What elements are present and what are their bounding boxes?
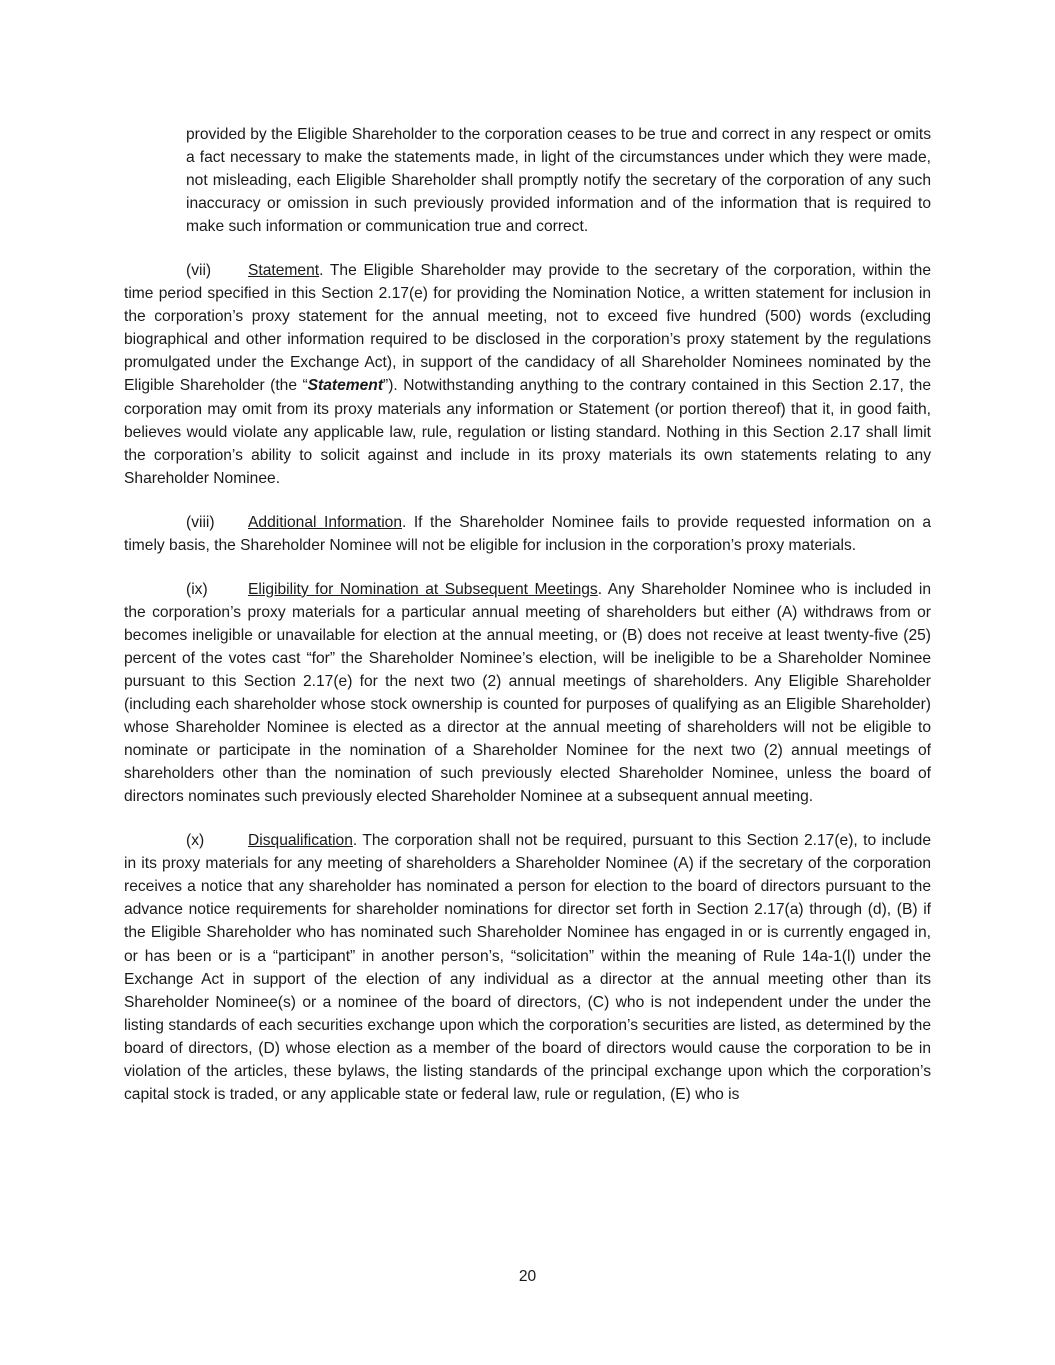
clause-number: (vii) — [186, 262, 212, 280]
clause-number: (viii) — [186, 513, 215, 531]
clause-text-continued: ”). Notwithstanding anything to the contrary contained in this Section 2.17, the corporation may omit from its proxy materials any information or Statement (or portion thereof) that it, in good faith, believes would violate any applicable law, rule, regulation or listing standard. Nothing in this Section 2.17 shall limit the corporation’s ability to solicit against and include in its proxy materials its own statements relating to any Shareholder Nominee. — [124, 377, 931, 487]
page-number: 20 — [518, 1268, 537, 1285]
clause-text: . Any Shareholder Nominee who is included in the corporation’s proxy materials for a particular annual meeting of shareholders but either (A) withdraws from or becomes ineligible or unavailable for election at the annual meeting, or (B) does not receive at least twenty-five (25) percent of the votes cast “for” the Shareholder Nominee’s election, will be ineligible to be a Shareholder Nominee pursuant to this Section 2.17(e) for the next two (2) annual meetings of shareholders. Any Eligible Shareholder (including each shareholder whose stock ownership is counted for purposes of qualifying as an Eligible Shareholder) whose Shareholder Nominee is elected as a director at the annual meeting of shareholders will not be eligible to nominate or participate in the nomination of a Shareholder Nominee for the next two (2) annual meetings of shareholders other than the nomination of such previously elected Shareholder Nominee, unless the board of directors nominates such previously elected Shareholder Nominee at a subsequent annual meeting. — [124, 580, 931, 806]
document-body — [124, 123, 931, 1106]
clause-text: . The Eligible Shareholder may provide to the secretary of the corporation, within the time period specified in this Section 2.17(e) for providing the Nomination Notice, a written statement for inclusion in the corporation’s proxy statement for the annual meeting, not to exceed five hundred (500) words (excluding biographical and other information required to be disclosed in the corporation’s proxy statement by the regulations promulgated under the Exchange Act), in support of the candidacy of all Shareholder Nominees nominated by the Eligible Shareholder (the “ — [124, 262, 931, 395]
clause-heading: Disqualification — [248, 832, 353, 850]
clause-heading: Additional Information — [248, 513, 403, 531]
continuation-paragraph: provided by the Eligible Shareholder to the corporation ceases to be true and correct in any respect or omits a fact necessary to make the statements made, in light of the circumstances under which they were made, not misleading, each Eligible Shareholder shall promptly notify the secretary of the corporation of any such inaccuracy or omission in such previously provided information and of the information that is required to make such information or communication true and correct. — [186, 126, 931, 236]
clause-ix-eligibility-subsequent-meetings — [124, 578, 931, 808]
clause-heading: Eligibility for Nomination at Subsequent Meetings — [248, 580, 598, 598]
clause-number: (ix) — [186, 580, 208, 598]
clause-vii-statement — [124, 259, 931, 489]
clause-number: (x) — [186, 832, 205, 850]
defined-term: Statement — [307, 377, 384, 395]
clause-x-disqualification — [124, 829, 931, 1106]
clause-text: . If the Shareholder Nominee fails to provide requested information on a timely basis, the Shareholder Nominee will not be eligible for inclusion in the corporation’s proxy materials. — [124, 513, 931, 554]
clause-heading: Statement — [248, 262, 320, 280]
clause-viii-additional-information — [124, 511, 931, 557]
clause-text: . The corporation shall not be required, pursuant to this Section 2.17(e), to include in its proxy materials for any meeting of shareholders a Shareholder Nominee (A) if the secretary of the corporation receives a notice that any shareholder has nominated a person for election to the board of directors pursuant to the advance notice requirements for shareholder nominations for director set forth in Section 2.17(a) through (d), (B) if the Eligible Shareholder who has nominated such Shareholder Nominee has engaged in or is currently engaged in, or has been or is a “participant” in another person’s, “solicitation” within the meaning of Rule 14a-1(l) under the Exchange Act in support of the election of any individual as a director at the annual meeting other than its Shareholder Nominee(s) or a nominee of the board of directors, (C) who is not independent under the under the listing standards of each securities exchange upon which the corporation’s securities are listed, as determined by the board of directors, (D) whose election as a member of the board of directors would cause the corporation to be in violation of the articles, these bylaws, the listing standards of the principal exchange upon which the corporation’s capital stock is traded, or any applicable state or federal law, rule or regulation, (E) who is — [124, 832, 931, 1103]
